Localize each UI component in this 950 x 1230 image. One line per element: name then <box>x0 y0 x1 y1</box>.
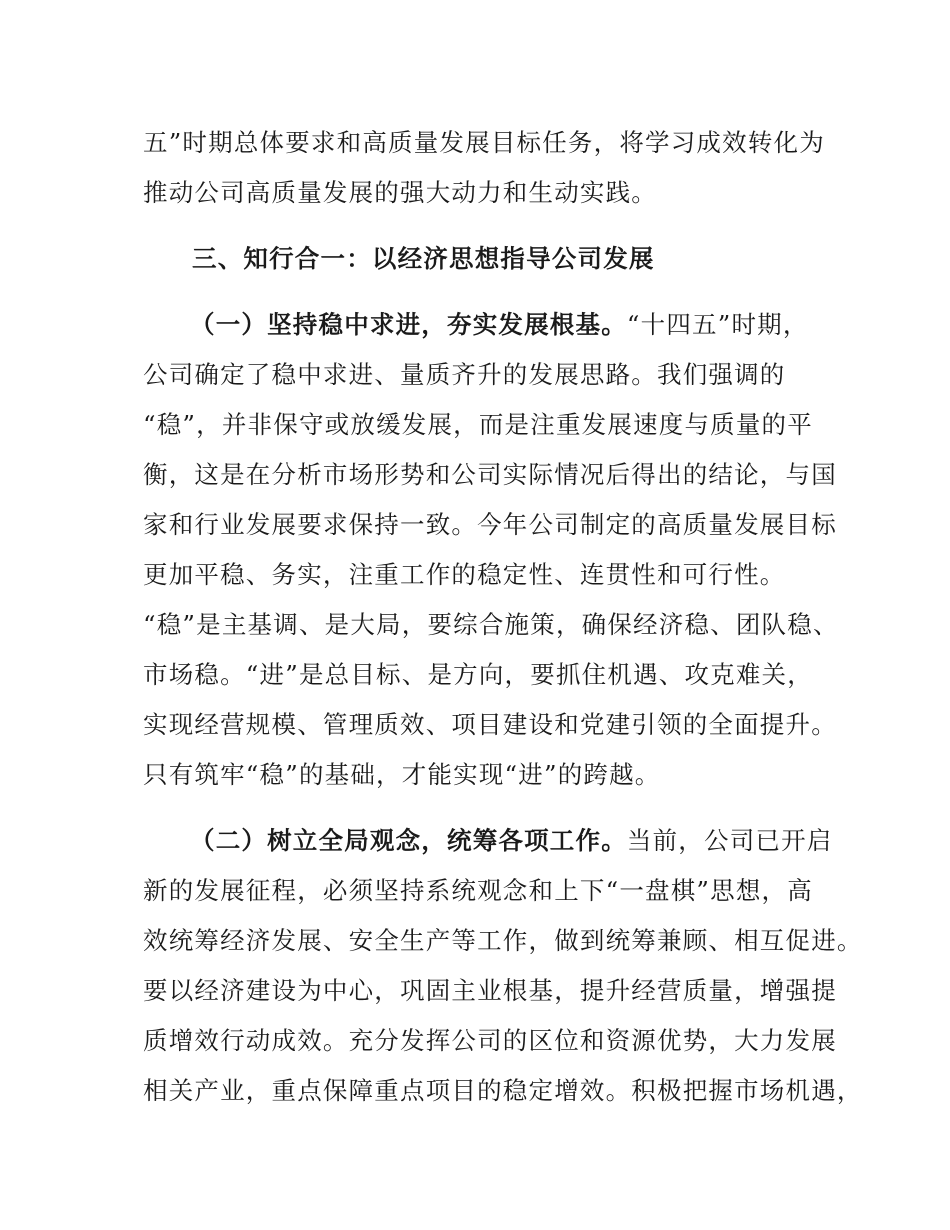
paragraph-line: 要以经济建设为中心，巩固主业根基，提升经营质量，增强提 <box>143 976 837 1005</box>
paragraph-line: 质增效行动成效。充分发挥公司的区位和资源优势，大力发展 <box>143 1026 837 1055</box>
subsection-heading: （一）坚持稳中求进，夯实发展根基。 <box>190 310 627 339</box>
paragraph-first-line <box>190 826 833 856</box>
paragraph-line: 五”时期总体要求和高质量发展目标任务，将学习成效转化为 <box>143 128 825 157</box>
paragraph-line: 公司确定了稳中求进、量质齐升的发展思路。我们强调的 <box>143 360 786 389</box>
paragraph-line: 新的发展征程，必须坚持系统观念和上下“一盘棋”思想，高 <box>143 876 813 905</box>
paragraph-line: 效统筹经济发展、安全生产等工作，做到统筹兼顾、相互促进。 <box>143 926 863 955</box>
paragraph-line: 市场稳。“进”是总目标、是方向，要抓住机遇、攻克难关， <box>143 660 813 689</box>
paragraph-text: “十四五”时期， <box>626 310 809 339</box>
paragraph-text: 当前，公司已开启 <box>626 826 833 855</box>
paragraph-line: “稳”是主基调、是大局，要综合施策，确保经济稳、团队稳、 <box>143 610 839 639</box>
subsection-heading: （二）树立全局观念，统筹各项工作。 <box>190 826 627 855</box>
paragraph-line: 更加平稳、务实，注重工作的稳定性、连贯性和可行性。 <box>143 560 786 589</box>
paragraph-line: 家和行业发展要求保持一致。今年公司制定的高质量发展目标 <box>143 510 837 539</box>
paragraph-first-line <box>190 310 809 340</box>
section-heading: 三、知行合一：以经济思想指导公司发展 <box>192 244 655 273</box>
paragraph-line: “稳”，并非保守或放缓发展，而是注重发展速度与质量的平 <box>143 410 813 439</box>
paragraph-line: 推动公司高质量发展的强大动力和生动实践。 <box>143 178 657 207</box>
paragraph-line: 实现经营规模、管理质效、项目建设和党建引领的全面提升。 <box>143 710 837 739</box>
paragraph-line: 只有筑牢“稳”的基础，才能实现“进”的跨越。 <box>143 760 661 789</box>
paragraph-line: 相关产业，重点保障重点项目的稳定增效。积极把握市场机遇， <box>143 1076 863 1105</box>
paragraph-line: 衡，这是在分析市场形势和公司实际情况后得出的结论，与国 <box>143 460 837 489</box>
